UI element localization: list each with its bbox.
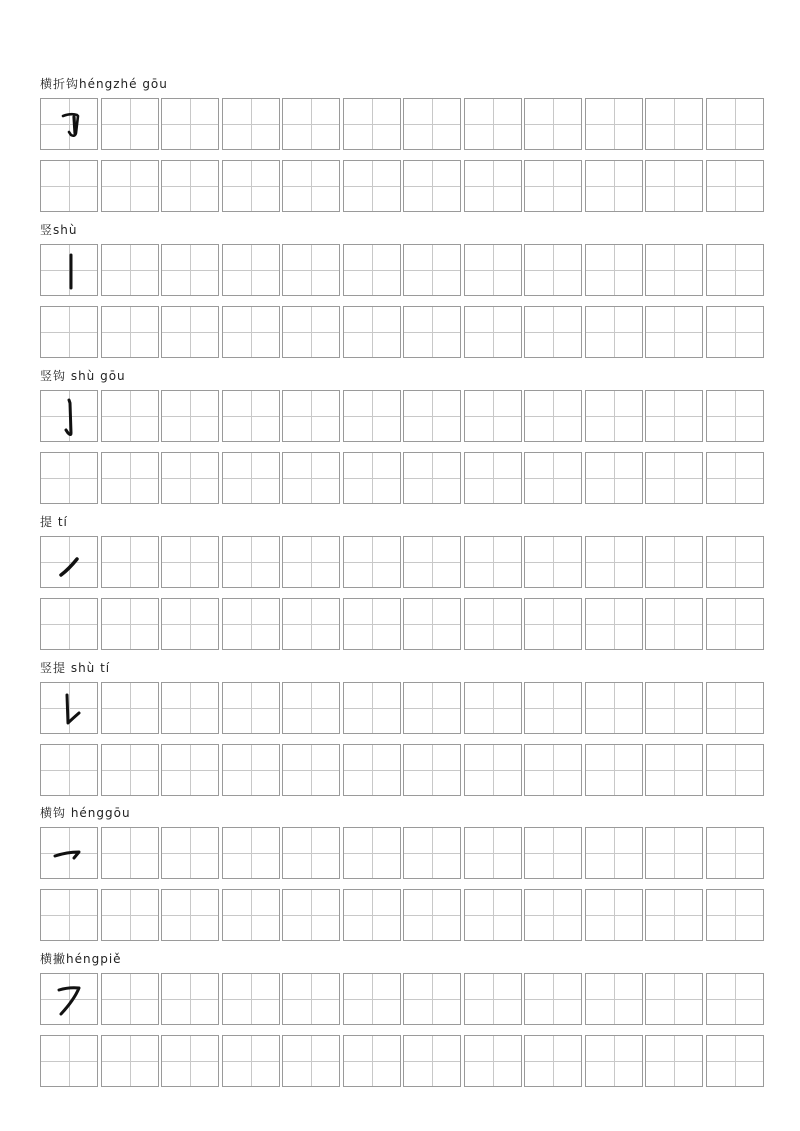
practice-cell[interactable] — [464, 973, 522, 1025]
practice-cell[interactable] — [343, 452, 401, 504]
heng-zhe-gou-stroke — [41, 99, 99, 151]
practice-cell[interactable] — [282, 98, 340, 150]
practice-cell[interactable] — [282, 536, 340, 588]
practice-cell[interactable] — [282, 306, 340, 358]
practice-cell[interactable] — [403, 306, 461, 358]
stroke-section — [40, 369, 766, 504]
practice-cell[interactable] — [645, 682, 703, 734]
practice-cell[interactable] — [222, 973, 280, 1025]
practice-cell[interactable] — [101, 98, 159, 150]
practice-cell[interactable] — [343, 682, 401, 734]
practice-cell[interactable] — [524, 536, 582, 588]
practice-cell[interactable] — [585, 973, 643, 1025]
practice-cell[interactable] — [343, 98, 401, 150]
practice-cell[interactable] — [645, 889, 703, 941]
practice-cell[interactable] — [645, 244, 703, 296]
practice-cell[interactable] — [40, 160, 98, 212]
example-cell — [40, 390, 98, 442]
practice-row-example — [40, 98, 766, 150]
practice-cell[interactable] — [161, 827, 219, 879]
practice-cell[interactable] — [222, 536, 280, 588]
practice-cell[interactable] — [161, 536, 219, 588]
practice-cell[interactable] — [645, 390, 703, 442]
practice-cell[interactable] — [282, 598, 340, 650]
practice-cell[interactable] — [585, 160, 643, 212]
practice-cell[interactable] — [161, 889, 219, 941]
practice-row — [40, 598, 766, 650]
practice-cell[interactable] — [403, 452, 461, 504]
practice-cell[interactable] — [464, 306, 522, 358]
practice-cell[interactable] — [222, 160, 280, 212]
practice-cell[interactable] — [585, 889, 643, 941]
practice-cell[interactable] — [222, 98, 280, 150]
practice-cell[interactable] — [464, 244, 522, 296]
practice-cell[interactable] — [282, 973, 340, 1025]
practice-cell[interactable] — [524, 973, 582, 1025]
stroke-label: 竖提 shù tí — [40, 661, 111, 675]
example-cell — [40, 682, 98, 734]
practice-cell[interactable] — [524, 390, 582, 442]
practice-cell[interactable] — [282, 390, 340, 442]
practice-cell[interactable] — [403, 98, 461, 150]
practice-cell[interactable] — [403, 390, 461, 442]
practice-cell[interactable] — [282, 160, 340, 212]
practice-cell[interactable] — [403, 889, 461, 941]
practice-cell[interactable] — [403, 244, 461, 296]
practice-row — [40, 452, 766, 504]
practice-cell[interactable] — [585, 452, 643, 504]
heng-pie-stroke — [41, 974, 99, 1026]
example-cell — [40, 973, 98, 1025]
practice-cell[interactable] — [161, 160, 219, 212]
practice-cell[interactable] — [101, 390, 159, 442]
practice-cell[interactable] — [101, 744, 159, 796]
practice-cell[interactable] — [706, 598, 764, 650]
practice-cell[interactable] — [222, 244, 280, 296]
practice-cell[interactable] — [101, 160, 159, 212]
practice-cell[interactable] — [222, 452, 280, 504]
practice-cell[interactable] — [645, 306, 703, 358]
practice-cell[interactable] — [282, 827, 340, 879]
heng-gou-stroke — [41, 828, 99, 880]
practice-cell[interactable] — [40, 744, 98, 796]
practice-cell[interactable] — [101, 244, 159, 296]
practice-cell[interactable] — [403, 160, 461, 212]
stroke-section — [40, 952, 766, 1087]
practice-cell[interactable] — [40, 1035, 98, 1087]
practice-cell[interactable] — [343, 536, 401, 588]
practice-cell[interactable] — [645, 598, 703, 650]
practice-cell[interactable] — [645, 1035, 703, 1087]
practice-row-example — [40, 682, 766, 734]
stroke-section — [40, 515, 766, 650]
practice-cell[interactable] — [585, 744, 643, 796]
practice-cell[interactable] — [343, 306, 401, 358]
practice-cell[interactable] — [524, 682, 582, 734]
practice-cell[interactable] — [645, 536, 703, 588]
practice-cell[interactable] — [282, 244, 340, 296]
practice-row-example — [40, 390, 766, 442]
practice-cell[interactable] — [101, 452, 159, 504]
practice-cell[interactable] — [282, 1035, 340, 1087]
practice-cell[interactable] — [101, 598, 159, 650]
practice-cell[interactable] — [645, 973, 703, 1025]
practice-cell[interactable] — [645, 160, 703, 212]
practice-cell[interactable] — [282, 889, 340, 941]
practice-cell[interactable] — [585, 390, 643, 442]
practice-cell[interactable] — [645, 827, 703, 879]
practice-cell[interactable] — [282, 744, 340, 796]
practice-row-example — [40, 973, 766, 1025]
practice-cell[interactable] — [40, 889, 98, 941]
practice-row — [40, 744, 766, 796]
stroke-section — [40, 223, 766, 358]
stroke-label: 横钩 hénggōu — [40, 806, 131, 820]
practice-cell[interactable] — [706, 827, 764, 879]
practice-cell[interactable] — [161, 682, 219, 734]
practice-cell[interactable] — [585, 536, 643, 588]
stroke-label: 横撇héngpiě — [40, 952, 122, 966]
practice-row — [40, 1035, 766, 1087]
practice-cell[interactable] — [706, 536, 764, 588]
practice-cell[interactable] — [464, 536, 522, 588]
shu-gou-stroke — [41, 391, 99, 443]
practice-cell[interactable] — [101, 889, 159, 941]
practice-cell[interactable] — [161, 244, 219, 296]
stroke-section — [40, 806, 766, 941]
practice-cell[interactable] — [403, 682, 461, 734]
practice-cell[interactable] — [524, 744, 582, 796]
practice-cell[interactable] — [706, 452, 764, 504]
practice-cell[interactable] — [706, 306, 764, 358]
practice-cell[interactable] — [343, 973, 401, 1025]
practice-cell[interactable] — [161, 973, 219, 1025]
practice-cell[interactable] — [222, 682, 280, 734]
practice-cell[interactable] — [585, 682, 643, 734]
example-cell — [40, 827, 98, 879]
example-cell — [40, 244, 98, 296]
practice-cell[interactable] — [222, 744, 280, 796]
stroke-label: 提 tí — [40, 515, 68, 529]
stroke-section — [40, 661, 766, 796]
practice-cell[interactable] — [524, 306, 582, 358]
practice-cell[interactable] — [161, 390, 219, 442]
practice-cell[interactable] — [706, 160, 764, 212]
stroke-section — [40, 77, 766, 212]
shu-stroke — [41, 245, 99, 297]
example-cell — [40, 536, 98, 588]
practice-cell[interactable] — [706, 973, 764, 1025]
practice-cell[interactable] — [645, 98, 703, 150]
practice-cell[interactable] — [161, 452, 219, 504]
practice-cell[interactable] — [403, 536, 461, 588]
practice-row — [40, 160, 766, 212]
practice-cell[interactable] — [706, 1035, 764, 1087]
practice-cell[interactable] — [524, 827, 582, 879]
practice-cell[interactable] — [222, 306, 280, 358]
example-cell — [40, 98, 98, 150]
practice-cell[interactable] — [282, 682, 340, 734]
practice-cell[interactable] — [706, 682, 764, 734]
practice-cell[interactable] — [101, 827, 159, 879]
practice-cell[interactable] — [403, 827, 461, 879]
practice-row — [40, 889, 766, 941]
practice-cell[interactable] — [161, 744, 219, 796]
practice-cell[interactable] — [343, 390, 401, 442]
practice-cell[interactable] — [524, 598, 582, 650]
practice-cell[interactable] — [706, 744, 764, 796]
practice-cell[interactable] — [524, 889, 582, 941]
practice-cell[interactable] — [524, 244, 582, 296]
practice-cell[interactable] — [706, 889, 764, 941]
practice-cell[interactable] — [464, 98, 522, 150]
practice-cell[interactable] — [343, 244, 401, 296]
practice-cell[interactable] — [524, 98, 582, 150]
practice-cell[interactable] — [161, 98, 219, 150]
practice-cell[interactable] — [161, 1035, 219, 1087]
practice-cell[interactable] — [706, 98, 764, 150]
practice-cell[interactable] — [524, 160, 582, 212]
practice-cell[interactable] — [706, 244, 764, 296]
practice-cell[interactable] — [343, 744, 401, 796]
practice-cell[interactable] — [464, 390, 522, 442]
practice-cell[interactable] — [343, 827, 401, 879]
practice-row-example — [40, 244, 766, 296]
practice-cell[interactable] — [645, 452, 703, 504]
practice-cell[interactable] — [101, 536, 159, 588]
practice-cell[interactable] — [464, 827, 522, 879]
practice-cell[interactable] — [282, 452, 340, 504]
practice-cell[interactable] — [524, 452, 582, 504]
practice-cell[interactable] — [464, 889, 522, 941]
practice-cell[interactable] — [464, 598, 522, 650]
practice-cell[interactable] — [464, 1035, 522, 1087]
practice-cell[interactable] — [101, 306, 159, 358]
practice-cell[interactable] — [161, 306, 219, 358]
practice-row-example — [40, 536, 766, 588]
practice-cell[interactable] — [403, 598, 461, 650]
practice-cell[interactable] — [585, 598, 643, 650]
practice-cell[interactable] — [161, 598, 219, 650]
practice-cell[interactable] — [585, 244, 643, 296]
practice-cell[interactable] — [464, 744, 522, 796]
practice-cell[interactable] — [222, 1035, 280, 1087]
practice-cell[interactable] — [464, 682, 522, 734]
stroke-label: 竖shù — [40, 223, 78, 237]
practice-row — [40, 306, 766, 358]
practice-cell[interactable] — [343, 598, 401, 650]
practice-cell[interactable] — [585, 827, 643, 879]
practice-cell[interactable] — [585, 98, 643, 150]
practice-cell[interactable] — [40, 598, 98, 650]
practice-cell[interactable] — [343, 160, 401, 212]
practice-cell[interactable] — [464, 160, 522, 212]
ti-stroke — [41, 537, 99, 589]
practice-cell[interactable] — [343, 889, 401, 941]
practice-cell[interactable] — [101, 973, 159, 1025]
practice-cell[interactable] — [40, 306, 98, 358]
practice-cell[interactable] — [222, 598, 280, 650]
practice-cell[interactable] — [40, 452, 98, 504]
practice-cell[interactable] — [222, 889, 280, 941]
practice-cell[interactable] — [403, 973, 461, 1025]
practice-cell[interactable] — [343, 1035, 401, 1087]
practice-cell[interactable] — [585, 306, 643, 358]
practice-cell[interactable] — [222, 390, 280, 442]
practice-cell[interactable] — [403, 1035, 461, 1087]
practice-row-example — [40, 827, 766, 879]
shu-ti-stroke — [41, 683, 99, 735]
practice-cell[interactable] — [585, 1035, 643, 1087]
practice-cell[interactable] — [403, 744, 461, 796]
stroke-label: 竖钩 shù gōu — [40, 369, 126, 383]
stroke-label: 横折钩héngzhé gōu — [40, 77, 168, 91]
practice-cell[interactable] — [645, 744, 703, 796]
practice-cell[interactable] — [524, 1035, 582, 1087]
practice-cell[interactable] — [222, 827, 280, 879]
practice-cell[interactable] — [101, 682, 159, 734]
practice-cell[interactable] — [706, 390, 764, 442]
practice-cell[interactable] — [101, 1035, 159, 1087]
practice-cell[interactable] — [464, 452, 522, 504]
